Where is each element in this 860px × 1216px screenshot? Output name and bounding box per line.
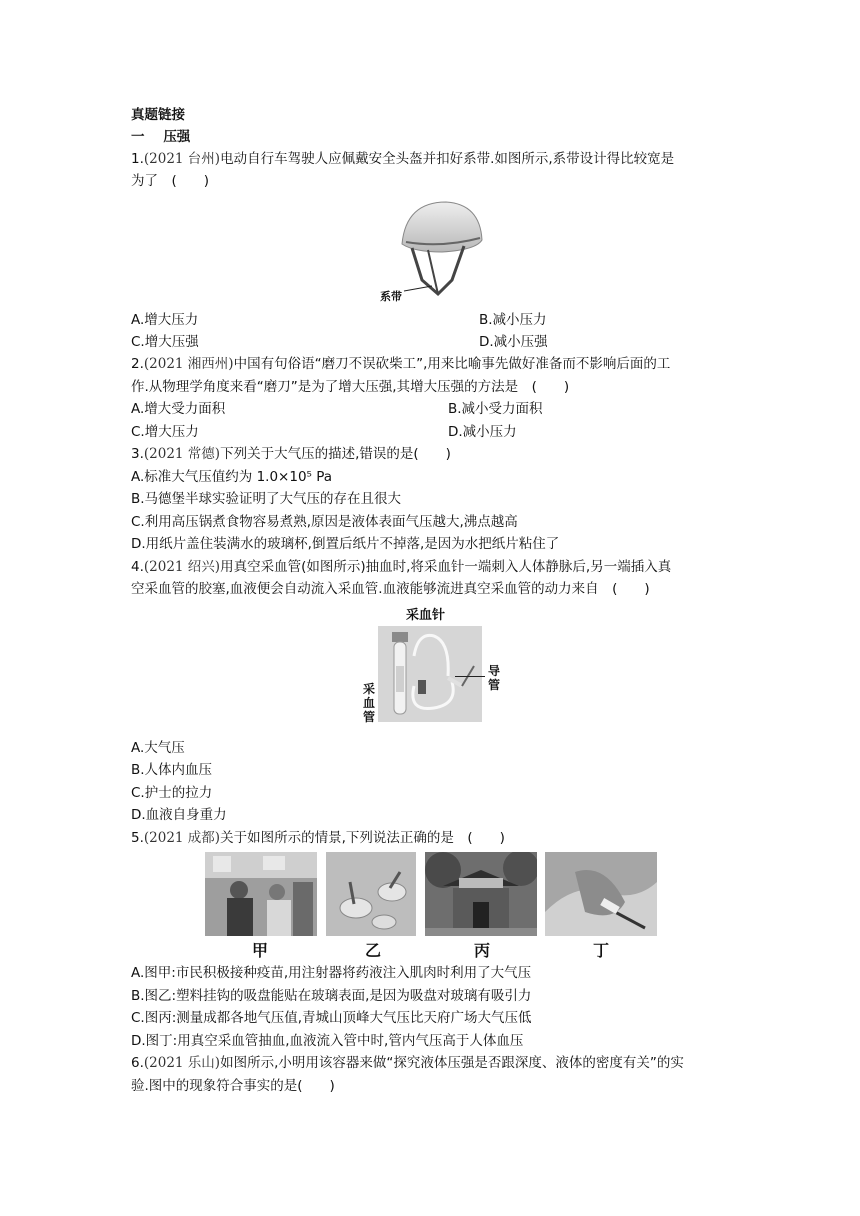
question-number: 1. — [131, 151, 144, 167]
question-source: (2021 成都) — [143, 830, 221, 846]
option: D.用纸片盖住装满水的玻璃杯,倒置后纸片不掉落,是因为水把纸片粘住了 — [131, 536, 560, 552]
photo-bing-temple-gate — [425, 852, 537, 936]
strap-label: 系带 — [380, 290, 402, 303]
question-number: 2. — [131, 356, 144, 372]
option: B.人体内血压 — [131, 762, 213, 778]
option: D.血液自身重力 — [131, 807, 227, 823]
question-source: (2021 湘西州) — [143, 356, 234, 372]
option: B.马德堡半球实验证明了大气压的存在且很大 — [131, 491, 402, 507]
caption-bing: 丙 — [474, 941, 491, 960]
option: D.减小压强 — [479, 334, 548, 350]
option: A.图甲:市民积极接种疫苗,用注射器将药液注入肌肉时利用了大气压 — [131, 965, 532, 981]
option: C.利用高压锅煮食物容易煮熟,原因是液体表面气压越大,沸点越高 — [131, 514, 518, 530]
photo-yi-suction-hooks — [326, 852, 416, 936]
subsection-title: 压强 — [163, 129, 191, 145]
question-5-line-1 — [131, 827, 505, 849]
question-text: 如图所示,小明用该容器来做“探究液体压强是否跟深度、液体的密度有关”的实 — [220, 1055, 684, 1071]
caption-ding: 丁 — [593, 941, 610, 960]
tube-leader-line — [455, 676, 485, 677]
subsection-number: 一 — [131, 129, 145, 145]
question-text: 用真空采血管(如图所示)抽血时,将采血针一端刺入人体静脉后,另一端插入真 — [220, 559, 672, 575]
caption-jia: 甲 — [252, 941, 269, 960]
question-6-line-1 — [131, 1052, 684, 1074]
subsection-heading — [131, 126, 190, 148]
option: A.增大受力面积 — [131, 401, 226, 417]
option: D.图丁:用真空采血管抽血,血液流入管中时,管内气压高于人体血压 — [131, 1033, 524, 1049]
question-2-line-2: 作.从物理学角度来看“磨刀”是为了增大压强,其增大压强的方法是 ( ) — [131, 379, 570, 395]
question-4-line-1 — [131, 556, 671, 578]
option: D.减小压力 — [448, 424, 517, 440]
option: B.减小压力 — [479, 312, 547, 328]
question-text: 中国有句俗语“磨刀不误砍柴工”,用来比喻事先做好准备而不影响后面的工 — [233, 356, 671, 372]
question-1-line-2: 为了 ( ) — [131, 173, 210, 189]
needle-label: 采血针 — [406, 608, 446, 623]
question-4-line-2: 空采血管的胶塞,血液便会自动流入采血管.血液能够流进真空采血管的动力来自 ( ) — [131, 581, 650, 597]
question-text: 电动自行车驾驶人应佩戴安全头盔并扣好系带.如图所示,系带设计得比较宽是 — [220, 151, 675, 167]
option: C.图丙:测量成都各地气压值,青城山顶峰大气压比天府广场大气压低 — [131, 1010, 532, 1026]
question-number: 6. — [131, 1055, 144, 1071]
option: B.图乙:塑料挂钩的吸盘能贴在玻璃表面,是因为吸盘对玻璃有吸引力 — [131, 988, 532, 1004]
caption-yi: 乙 — [365, 941, 382, 960]
question-source: (2021 台州) — [143, 151, 221, 167]
option: A.大气压 — [131, 740, 185, 756]
question-number: 4. — [131, 559, 144, 575]
option: C.增大压力 — [131, 424, 199, 440]
option: B.减小受力面积 — [448, 401, 543, 417]
vessel-label: 采血管 — [362, 682, 375, 724]
option: C.护士的拉力 — [131, 785, 213, 801]
question-3-line-1 — [131, 443, 451, 465]
photo-jia-vaccination — [205, 852, 317, 936]
option: C.增大压强 — [131, 334, 199, 350]
question-text: 关于如图所示的情景,下列说法正确的是 ( ) — [220, 830, 505, 846]
question-2-line-1 — [131, 353, 670, 375]
question-number: 5. — [131, 830, 144, 846]
question-1-line-1 — [131, 148, 674, 170]
tube-label: 导管 — [487, 664, 500, 692]
photo-ding-blood-draw — [545, 852, 657, 936]
option: A.增大压力 — [131, 312, 199, 328]
question-number: 3. — [131, 446, 144, 462]
question-6-line-2: 验.图中的现象符合事实的是( ) — [131, 1078, 335, 1094]
section-title: 真题链接 — [131, 107, 185, 123]
option: A.标准大气压值约为 1.0×10⁵ Pa — [131, 469, 333, 485]
question-source: (2021 常德) — [143, 446, 221, 462]
blood-collection-figure — [378, 626, 482, 722]
question-source: (2021 乐山) — [143, 1055, 221, 1071]
question-text: 下列关于大气压的描述,错误的是( ) — [220, 446, 451, 462]
question-source: (2021 绍兴) — [143, 559, 221, 575]
